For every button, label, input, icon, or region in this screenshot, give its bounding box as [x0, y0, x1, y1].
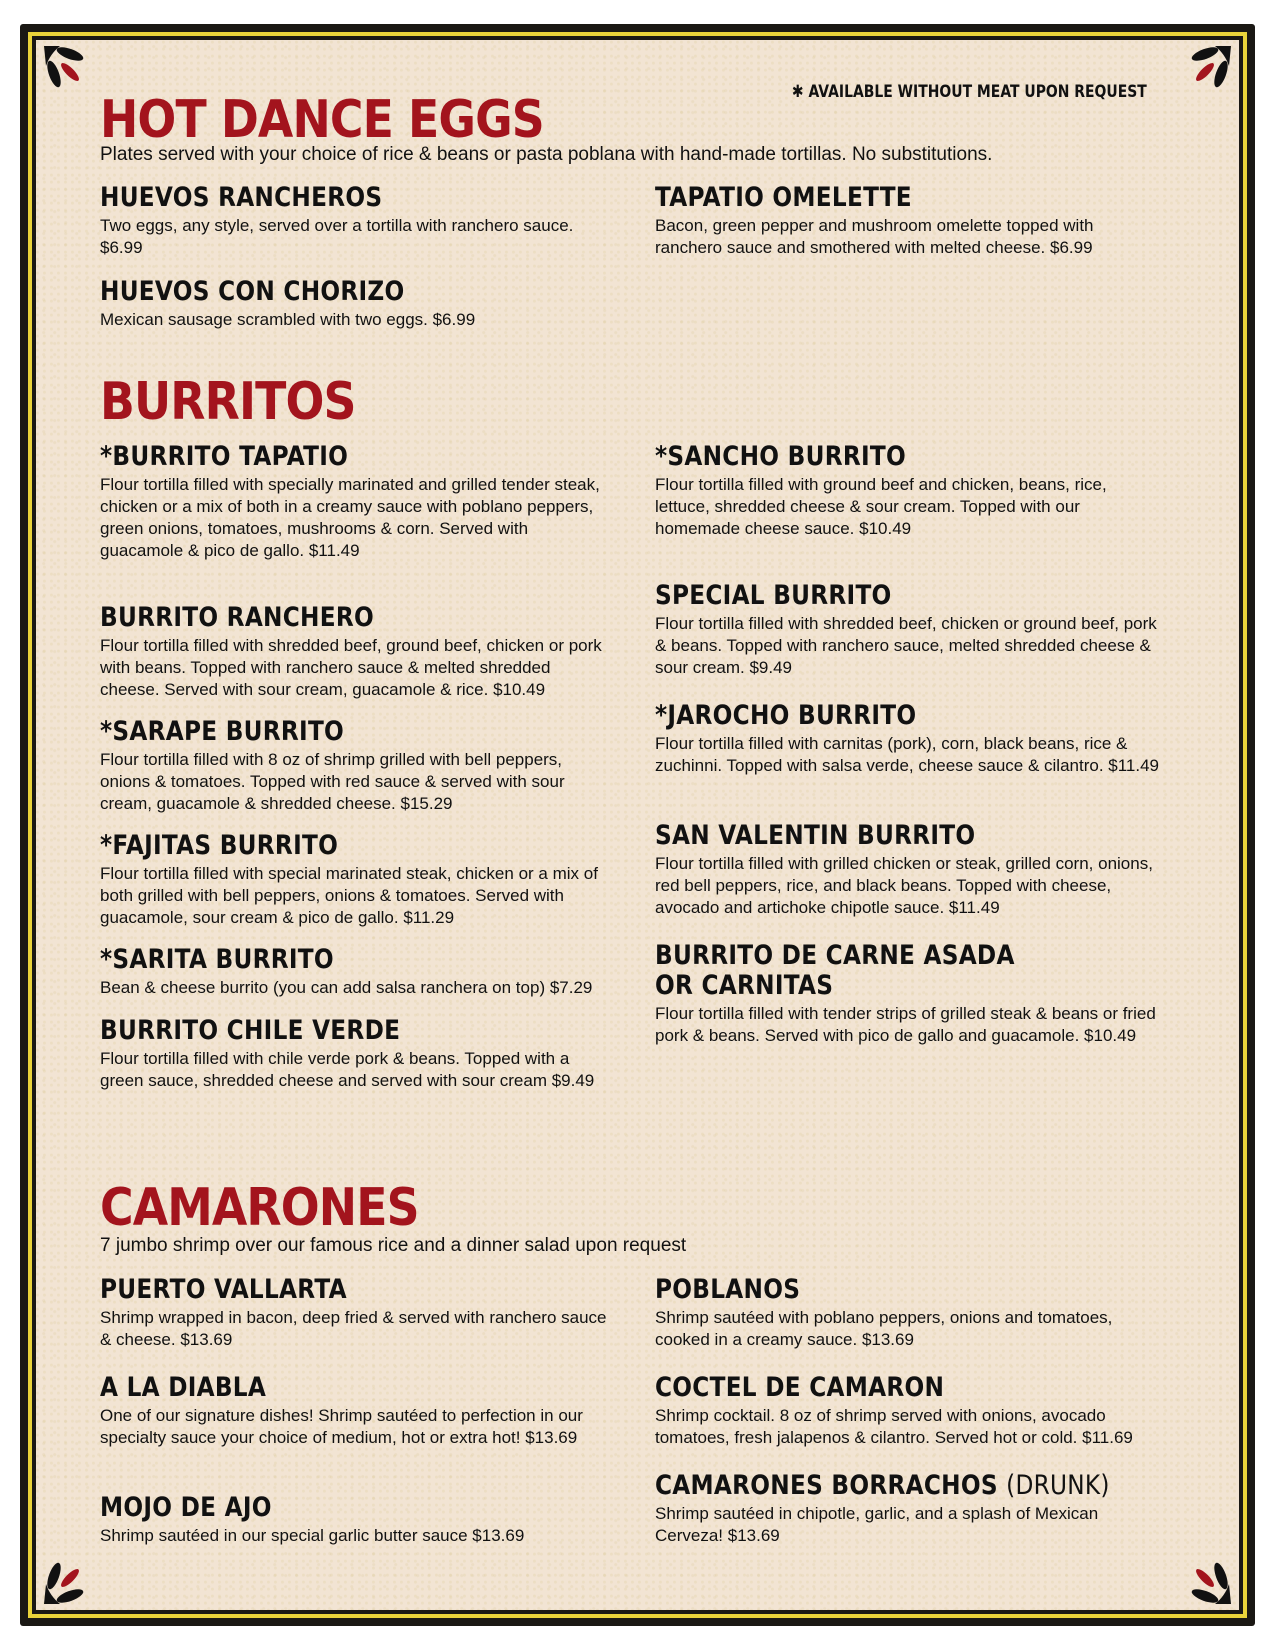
menu-item: [100, 603, 620, 701]
item-name: BURRITO CHILE VERDE: [100, 1015, 401, 1046]
item-name: *BURRITO TAPATIO: [100, 441, 349, 472]
section-subtitle-camarones: 7 jumbo shrimp over our famous rice and a dinner salad upon request: [100, 1235, 687, 1256]
meatless-note-text: AVAILABLE WITHOUT MEAT UPON REQUEST: [808, 82, 1147, 102]
item-description: Shrimp wrapped in bacon, deep fried & served with ranchero sauce & cheese. $13.69: [100, 1308, 607, 1349]
item-name: HUEVOS RANCHEROS: [100, 182, 383, 213]
menu-item: [100, 277, 620, 331]
item-description: Shrimp sautéed in our special garlic butter sauce $13.69: [100, 1526, 525, 1545]
item-name: *SANCHO BURRITO: [655, 441, 906, 472]
item-description: Bean & cheese burrito (you can add salsa ranchera on top) $7.29: [100, 978, 593, 997]
menu-item: [100, 442, 620, 562]
item-description: Flour tortilla filled with specially marinated and grilled tender steak, chicken or a mix of both in a creamy sauce with poblano peppers, green onions, tomatoes, mushrooms & corn. Served with guacamole & pico de gallo. $11.49: [100, 475, 600, 560]
menu-item: [100, 1016, 620, 1092]
item-description: Flour tortilla filled with tender strips of grilled steak & beans or fried pork & beans. Served with pico de gallo and guacamole. $10.49: [655, 1004, 1156, 1045]
item-name: TAPATIO OMELETTE: [655, 182, 912, 213]
menu-item: [655, 183, 1175, 259]
item-name: PUERTO VALLARTA: [100, 1274, 347, 1305]
item-description: Flour tortilla filled with chile verde pork & beans. Topped with a green sauce, shredded cheese and served with sour cream $9.49: [100, 1049, 595, 1090]
menu-item: [655, 941, 1175, 1047]
item-name: SPECIAL BURRITO: [655, 580, 892, 611]
item-name: MOJO DE AJO: [100, 1492, 272, 1523]
item-description: Mexican sausage scrambled with two eggs. $6.99: [100, 310, 476, 329]
item-description: One of our signature dishes! Shrimp sautéed to perfection in our specialty sauce your choice of medium, hot or extra hot! $13.69: [100, 1406, 583, 1447]
item-name: BURRITO RANCHERO: [100, 602, 374, 633]
item-name: *FAJITAS BURRITO: [100, 830, 339, 861]
item-name-main: CAMARONES BORRACHOS: [655, 1470, 998, 1501]
asterisk-icon: ✱: [792, 82, 804, 102]
item-description: Shrimp sautéed in chipotle, garlic, and a splash of Mexican Cerveza! $13.69: [655, 1504, 1099, 1545]
item-description: Shrimp cocktail. 8 oz of shrimp served with onions, avocado tomatoes, fresh jalapenos & cilantro. Served hot or cold. $11.69: [655, 1406, 1133, 1447]
menu-item: [655, 821, 1175, 919]
item-name: *SARAPE BURRITO: [100, 716, 345, 747]
menu-item: [655, 442, 1175, 540]
item-name: [655, 1470, 1110, 1501]
section-title-camarones: CAMARONES: [100, 1178, 419, 1238]
item-description: Bacon, green pepper and mushroom omelette topped with ranchero sauce and smothered with melted cheese. $6.99: [655, 216, 1094, 257]
item-name: COCTEL DE CAMARON: [655, 1372, 945, 1403]
menu-item: [100, 1275, 620, 1351]
menu-item: [100, 1493, 620, 1547]
item-name: A LA DIABLA: [100, 1372, 267, 1403]
item-description: Flour tortilla filled with ground beef and chicken, beans, rice, lettuce, shredded cheese & sour cream. Topped with our homemade cheese sauce. $10.49: [655, 475, 1107, 538]
section-title-burritos: BURRITOS: [100, 372, 356, 432]
corner-ornament-top-right: [1175, 42, 1235, 102]
menu-item: [100, 831, 620, 929]
item-name: *SARITA BURRITO: [100, 944, 334, 975]
item-description: Flour tortilla filled with carnitas (pork), corn, black beans, rice & zuchinni. Topped with salsa verde, cheese sauce & cilantro. $11.49: [655, 734, 1160, 775]
section-title-eggs: HOT DANCE EGGS: [100, 90, 544, 150]
item-name-line2: OR CARNITAS: [655, 970, 834, 1001]
menu-item: [655, 1373, 1175, 1449]
menu-item: [100, 717, 620, 815]
menu-item: [655, 1471, 1175, 1547]
item-description: Flour tortilla filled with shredded beef, ground beef, chicken or pork with beans. Topped with ranchero sauce & melted shredded cheese. Served with sour cream, guacamole & rice. $10.49: [100, 636, 602, 699]
section-subtitle-eggs: Plates served with your choice of rice & beans or pasta poblana with hand-made tortillas. No substitutions.: [100, 144, 993, 165]
item-description: Flour tortilla filled with special marinated steak, chicken or a mix of both grilled with bell peppers, onions & tomatoes. Served with guacamole, sour cream & pico de gallo. $11.29: [100, 864, 598, 927]
item-description: Two eggs, any style, served over a tortilla with ranchero sauce. $6.99: [100, 216, 574, 257]
menu-item: [655, 1275, 1175, 1351]
menu-item: [655, 701, 1175, 777]
menu-item: [100, 183, 620, 259]
menu-item: [100, 945, 620, 999]
corner-ornament-bottom-right: [1175, 1548, 1235, 1608]
item-name-extra: (DRUNK): [1006, 1470, 1110, 1501]
item-description: Shrimp sautéed with poblano peppers, onions and tomatoes, cooked in a creamy sauce. $13.69: [655, 1308, 1113, 1349]
item-name: POBLANOS: [655, 1274, 801, 1305]
item-name: SAN VALENTIN BURRITO: [655, 820, 976, 851]
corner-ornament-bottom-left: [40, 1548, 100, 1608]
item-description: Flour tortilla filled with 8 oz of shrimp grilled with bell peppers, onions & tomatoes. Topped with red sauce & served with sour cream, guacamole & shredded cheese. $15.29: [100, 750, 565, 813]
item-name: HUEVOS CON CHORIZO: [100, 276, 405, 307]
menu-item: [100, 1373, 620, 1449]
item-description: Flour tortilla filled with grilled chicken or steak, grilled corn, onions, red bell peppers, rice, and black beans. Topped with cheese, avocado and artichoke chipotle sauce. $11.49: [655, 854, 1153, 917]
corner-ornament-top-left: [40, 42, 100, 102]
meatless-note: [792, 82, 1147, 102]
item-name: *JAROCHO BURRITO: [655, 700, 917, 731]
menu-item: [655, 581, 1175, 679]
item-description: Flour tortilla filled with shredded beef, chicken or ground beef, pork & beans. Topped with ranchero sauce, melted shredded cheese & sour cream. $9.49: [655, 614, 1157, 677]
item-name: BURRITO DE CARNE ASADA: [655, 940, 1015, 971]
